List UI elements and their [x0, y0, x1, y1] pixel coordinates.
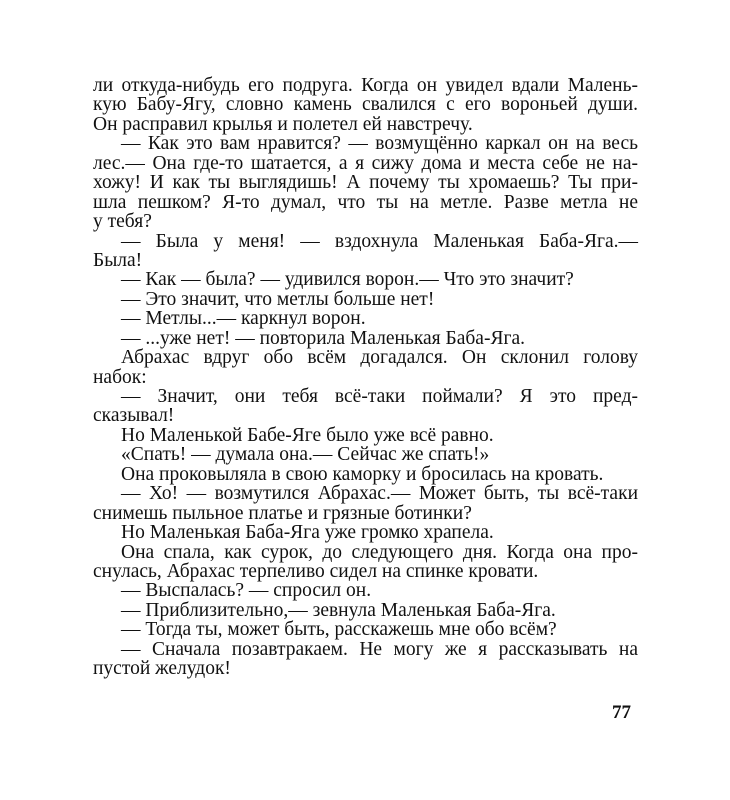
text-line: сказывал! [93, 405, 175, 427]
text-line: Она проковыляла в свою каморку и бросилась на кровать. [121, 463, 604, 485]
text-line: Она спала, как сурок, до следующего дня. Когда она про- [121, 541, 638, 563]
text-line: — Сначала позавтракаем. Не могу же я рассказывать на [121, 638, 638, 660]
text-line: — Хо! — возмутился Абрахас.— Может быть, ты всё-таки [121, 483, 638, 505]
text-line: снимешь пыльное платье и грязные ботинки? [93, 502, 472, 524]
text-line: — ...уже нет! — повторила Маленькая Баба-Яга. [121, 327, 525, 349]
page-number: 77 [612, 702, 631, 723]
text-line: снулась, Абрахас терпеливо сидел на спинке кровати. [93, 560, 539, 582]
text-line: «Спать! — думала она.— Сейчас же спать!» [121, 444, 490, 466]
text-line: лес.— Она где-то шатается, а я сижу дома и места себе не на- [93, 152, 638, 174]
text-line: Но Маленькой Бабе-Яге было уже всё равно. [121, 424, 494, 446]
text-line: — Тогда ты, может быть, расскажешь мне обо всём? [121, 619, 557, 641]
text-line: — Метлы...— каркнул ворон. [121, 308, 366, 330]
text-line: — Значит, они тебя всё-таки поймали? Я это пред- [121, 386, 638, 407]
text-line: у тебя? [93, 211, 152, 233]
body-text [93, 76, 638, 679]
text-line: — Была у меня! — вздохнула Маленькая Баба-Яга.— [121, 230, 638, 252]
text-line: кую Бабу-Ягу, словно камень свалился с его вороньей души. [93, 94, 638, 116]
text-line: набок: [93, 366, 147, 388]
text-line: Он расправил крылья и полетел ей навстречу. [93, 113, 473, 135]
text-line: — Выспалась? — спросил он. [121, 580, 372, 602]
text-line: — Это значит, что метлы больше нет! [121, 288, 435, 310]
text-line: ли откуда-нибудь его подруга. Когда он увидел вдали Малень- [93, 75, 638, 96]
text-line: — Приблизительно,— зевнула Маленькая Баба-Яга. [121, 599, 556, 621]
text-line: пустой желудок! [93, 658, 231, 680]
text-line: Была! [93, 249, 143, 271]
text-line: Но Маленькая Баба-Яга уже громко храпела. [121, 522, 494, 544]
text-line: — Как это вам нравится? — возмущённо каркал он на весь [121, 133, 638, 155]
text-line: — Как — была? — удивился ворон.— Что это значит? [121, 269, 574, 291]
text-line: Абрахас вдруг обо всём догадался. Он склонил голову [121, 347, 638, 369]
text-line: хожу! И как ты выглядишь! А почему ты хромаешь? Ты при- [93, 172, 638, 194]
text-line: шла пешком? Я-то думал, что ты на метле. Разве метла не [93, 191, 638, 213]
